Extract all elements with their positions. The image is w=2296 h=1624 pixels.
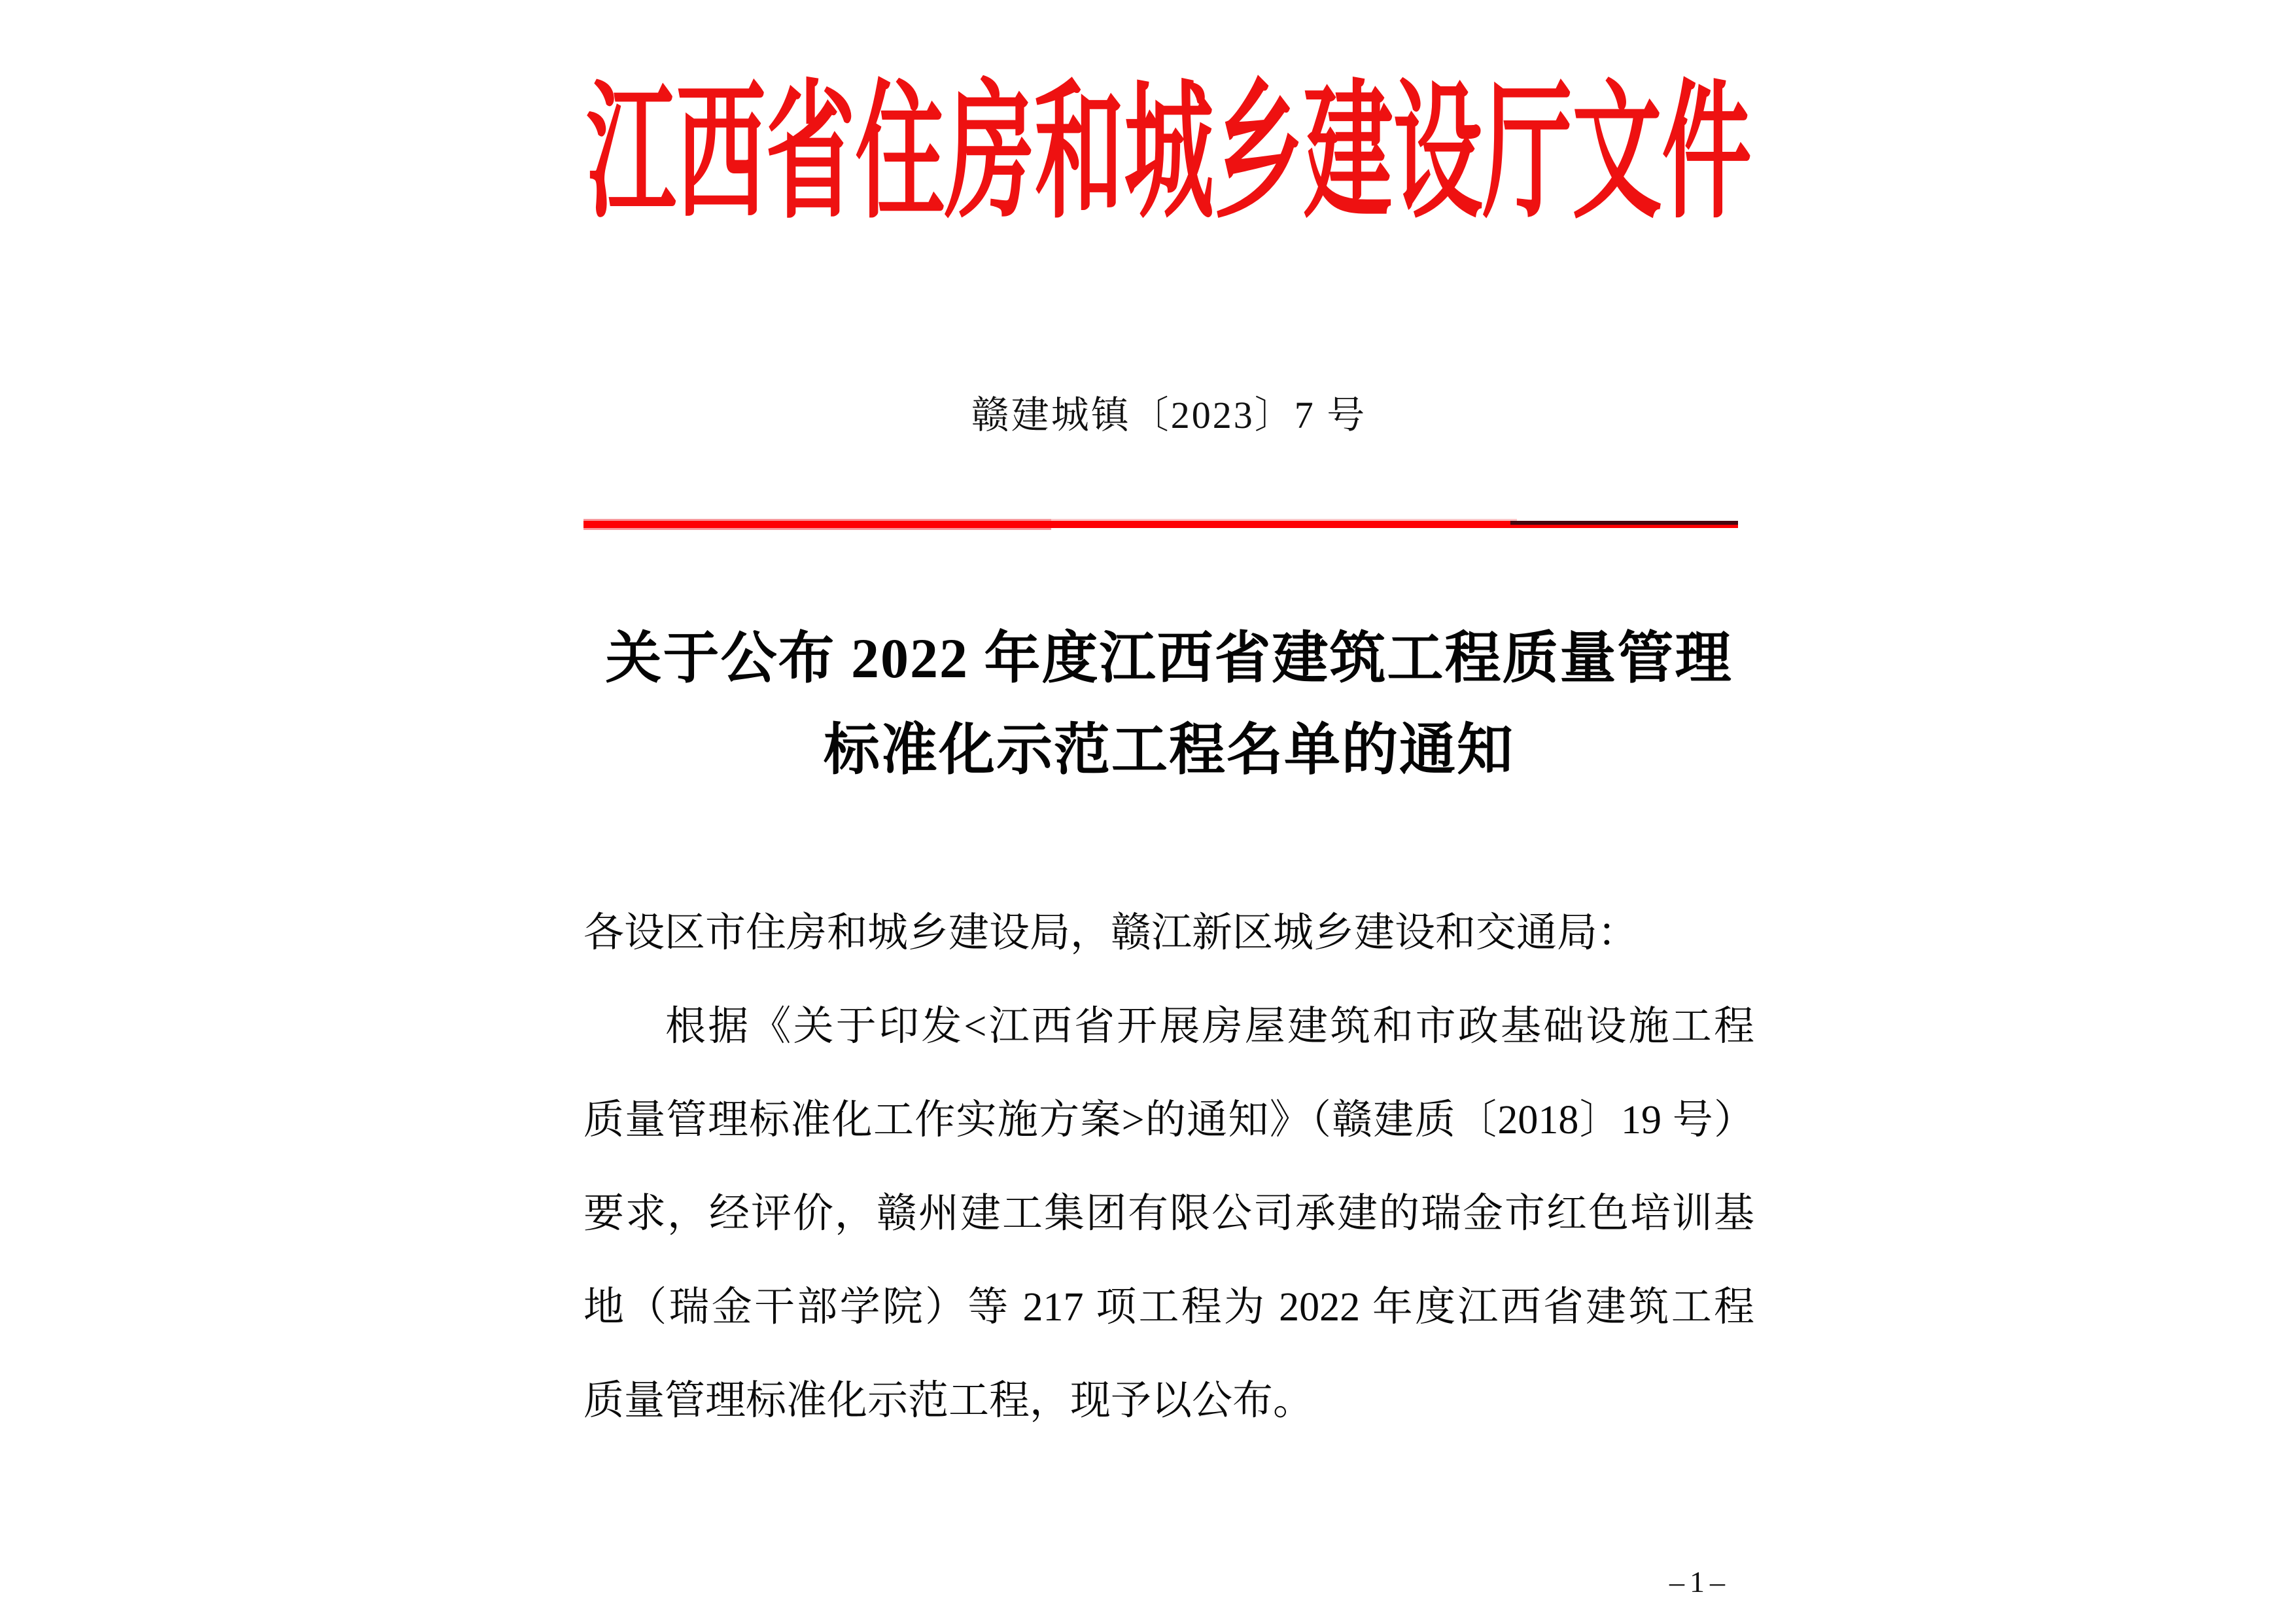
divider-dark-segment [1510, 521, 1738, 525]
document-title-line-1: 关于公布 2022 年度江西省建筑工程质量管理 [605, 627, 1733, 690]
document-content-column [583, 0, 1754, 1624]
body-line-salutation: 各设区市住房和城乡建设局，赣江新区城乡建设和交通局： [583, 911, 1639, 955]
page-number: –1– [1669, 1565, 1730, 1598]
document-title-line-2: 标准化示范工程名单的通知 [824, 718, 1514, 781]
letterhead-title [583, 71, 1754, 237]
letterhead-title-text: 江西省住房和城乡建设厅文件 [586, 71, 1752, 237]
document-title [583, 612, 1754, 796]
body-line: 地（瑞金干部学院）等 217 项工程为 2022 年度江西省建筑工程 [583, 1285, 1754, 1330]
body-line: 要求，经评价，赣州建工集团有限公司承建的瑞金市红色培训基 [583, 1192, 1754, 1236]
red-divider-line [583, 519, 1738, 530]
document-number: 赣建城镇〔2023〕7 号 [971, 394, 1367, 436]
body-line: 根据《关于印发<江西省开展房屋建筑和市政基础设施工程 [665, 1004, 1754, 1049]
body-line: 质量管理标准化工作实施方案>的通知》（赣建质〔2018〕19 号） [583, 1098, 1754, 1142]
body-line-closing: 质量管理标准化示范工程，现予以公布。 [583, 1379, 1314, 1423]
document-body [583, 887, 1754, 1448]
